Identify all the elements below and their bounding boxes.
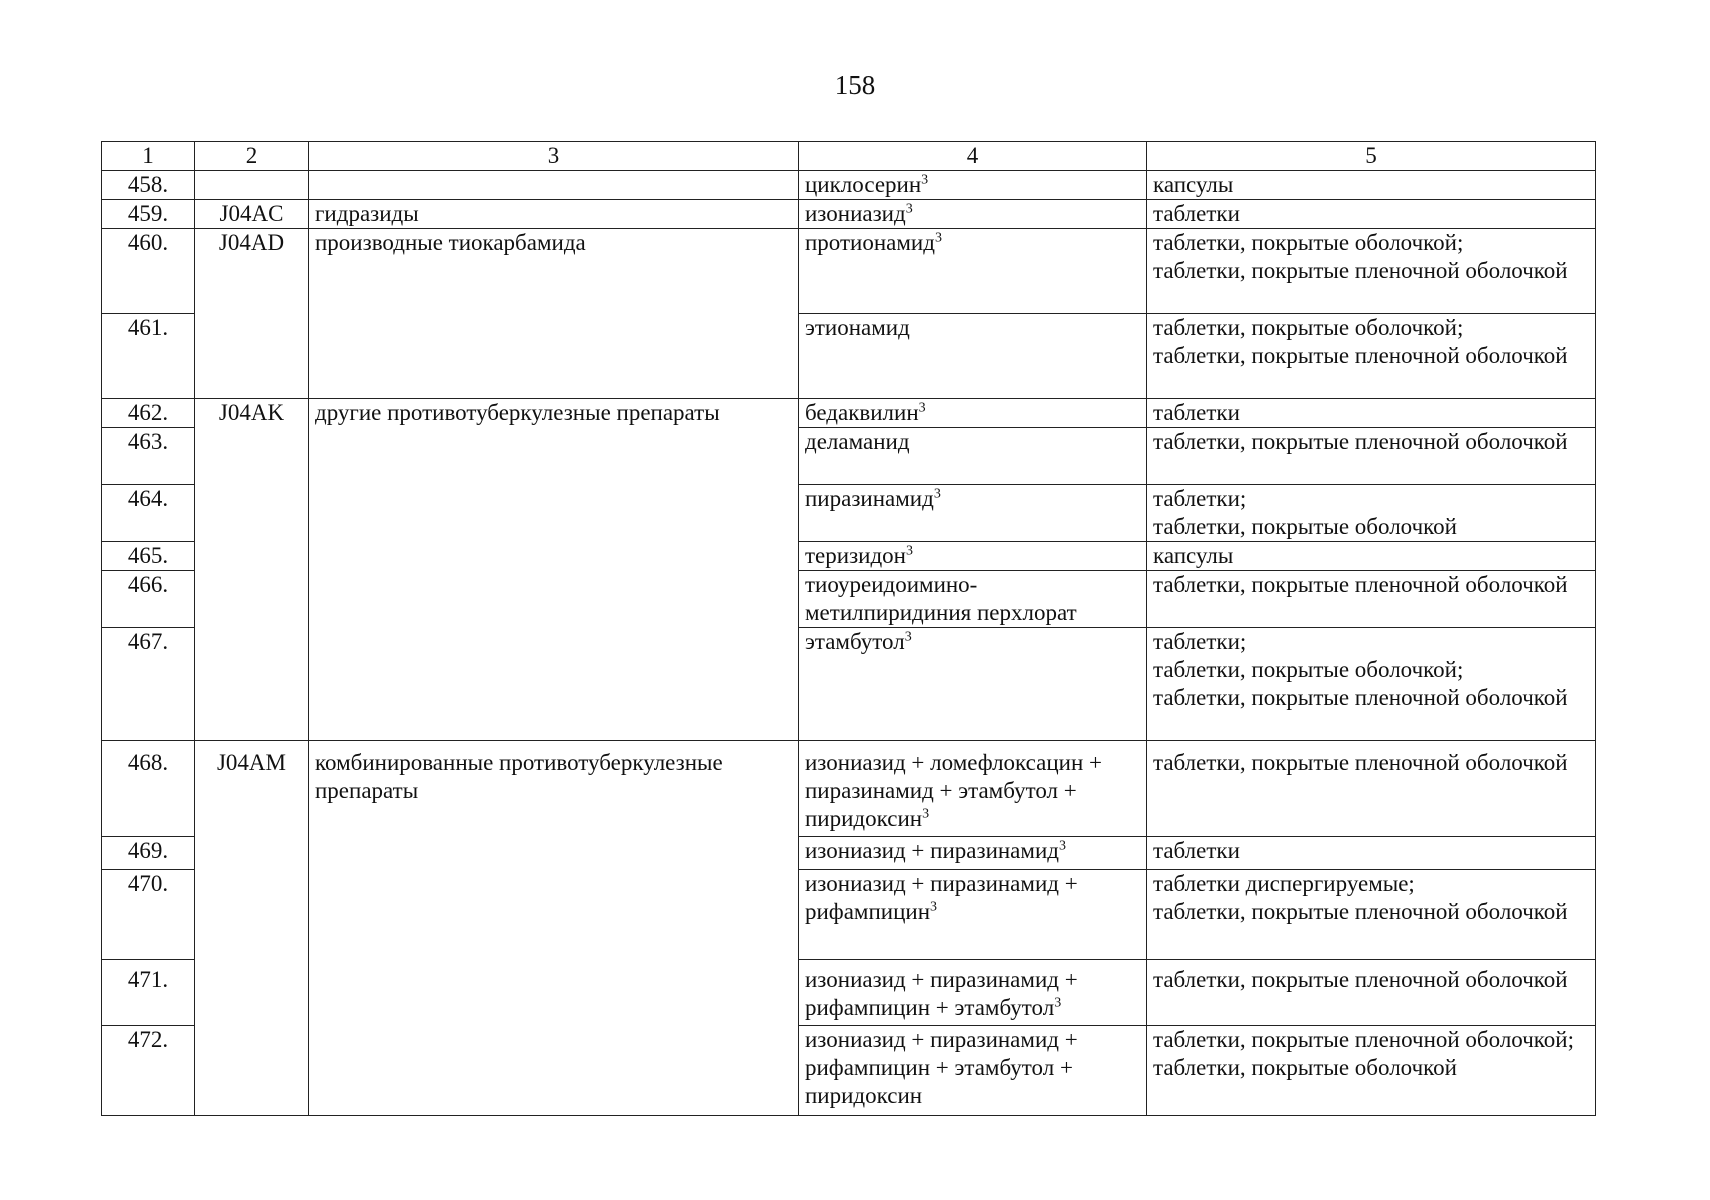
medication-table [101,141,1596,1116]
column-header-2: 2 [195,142,309,171]
header-row [102,142,1596,171]
row-number: 460. [102,229,195,314]
drug-name-cell [799,960,1147,1026]
drug-name-cell [799,837,1147,870]
drug-name: изониазид + пиразинамид + рифампицин [805,871,1078,924]
column-header-4: 4 [799,142,1147,171]
dosage-form-cell: таблетки, покрытые пленочной оболочкой [1147,428,1596,485]
dosage-form-cell: таблетки; таблетки, покрытые оболочкой [1147,485,1596,542]
footnote-mark: 3 [1058,838,1066,854]
dosage-form-cell: таблетки; таблетки, покрытые оболочкой; таблетки, покрытые пленочной оболочкой [1147,628,1596,741]
drug-name: пиразинамид [805,486,934,511]
atc-code: J04AD [195,229,309,399]
atc-code: J04AM [195,741,309,1116]
row-number: 467. [102,628,195,741]
footnote-mark: 3 [930,899,938,915]
row-number: 462. [102,399,195,428]
drug-name: этамбутол [805,629,905,654]
drug-name: изониазид [805,201,906,226]
table-body [102,171,1596,1116]
group-name: комбинированные противотуберкулезные препараты [309,741,799,1116]
row-number: 458. [102,171,195,200]
row-number: 461. [102,314,195,399]
dosage-form-cell: капсулы [1147,542,1596,571]
drug-name: бедаквилин [805,400,919,425]
drug-name: протионамид [805,230,935,255]
drug-name-cell [799,870,1147,960]
table-header [102,142,1596,171]
drug-name: теризидон [805,543,906,568]
table-row [102,200,1596,229]
group-name: гидразиды [309,200,799,229]
dosage-form-cell: таблетки, покрытые пленочной оболочкой [1147,741,1596,837]
atc-code: J04AC [195,200,309,229]
dosage-form-cell: таблетки диспергируемые; таблетки, покрытые пленочной оболочкой [1147,870,1596,960]
table-row [102,399,1596,428]
drug-name-cell [799,485,1147,542]
dosage-form-cell: таблетки, покрытые пленочной оболочкой [1147,571,1596,628]
atc-code: J04AK [195,399,309,741]
row-number: 464. [102,485,195,542]
drug-name: деламанид [805,429,910,454]
drug-name: изониазид + ломефлоксацин + пиразинамид + этамбутол + пиридоксин [805,750,1102,831]
row-number: 459. [102,200,195,229]
drug-name-cell [799,200,1147,229]
atc-code-cell [195,171,309,200]
group-name: производные тиокарбамида [309,229,799,399]
footnote-mark: 3 [905,201,913,217]
drug-name-cell [799,571,1147,628]
drug-name-cell [799,1026,1147,1116]
row-number: 471. [102,960,195,1026]
drug-name-cell [799,229,1147,314]
column-header-1: 1 [102,142,195,171]
table-row [102,171,1596,200]
footnote-mark: 3 [934,230,942,246]
footnote-mark: 3 [904,629,912,645]
footnote-mark: 3 [905,543,913,559]
page-number: 158 [834,70,876,100]
drug-name: этионамид [805,315,910,340]
footnote-mark: 3 [1054,995,1062,1011]
row-number: 465. [102,542,195,571]
row-number: 468. [102,741,195,837]
drug-name-cell [799,399,1147,428]
dosage-form-cell: капсулы [1147,171,1596,200]
drug-name-cell [799,628,1147,741]
footnote-mark: 3 [933,486,941,502]
column-header-5: 5 [1147,142,1596,171]
group-name: другие противотуберкулезные препараты [309,399,799,741]
dosage-form-cell: таблетки [1147,200,1596,229]
drug-name: циклосерин [805,172,922,197]
drug-name-cell [799,428,1147,485]
drug-name-cell [799,542,1147,571]
row-number: 466. [102,571,195,628]
drug-name: тиоуреидоимино-метилпиридиния перхлорат [805,572,1077,625]
drug-name-cell [799,741,1147,837]
row-number: 470. [102,870,195,960]
dosage-form-cell: таблетки, покрытые оболочкой; таблетки, покрытые пленочной оболочкой [1147,229,1596,314]
dosage-form-cell: таблетки, покрытые пленочной оболочкой [1147,960,1596,1026]
drug-name-cell [799,171,1147,200]
dosage-form-cell: таблетки [1147,399,1596,428]
table-row [102,741,1596,837]
drug-name: изониазид + пиразинамид + рифампицин + этамбутол [805,967,1078,1020]
drug-name: изониазид + пиразинамид + рифампицин + этамбутол + пиридоксин [805,1027,1078,1108]
row-number: 469. [102,837,195,870]
column-header-3: 3 [309,142,799,171]
dosage-form-cell: таблетки, покрытые оболочкой; таблетки, покрытые пленочной оболочкой [1147,314,1596,399]
dosage-form-cell: таблетки, покрытые пленочной оболочкой; таблетки, покрытые оболочкой [1147,1026,1596,1116]
group-cell [309,171,799,200]
table-row [102,229,1596,314]
footnote-mark: 3 [921,172,929,188]
row-number: 463. [102,428,195,485]
dosage-form-cell: таблетки [1147,837,1596,870]
footnote-mark: 3 [918,400,926,416]
row-number: 472. [102,1026,195,1116]
drug-name-cell [799,314,1147,399]
footnote-mark: 3 [922,806,930,822]
drug-name: изониазид + пиразинамид [805,838,1059,863]
